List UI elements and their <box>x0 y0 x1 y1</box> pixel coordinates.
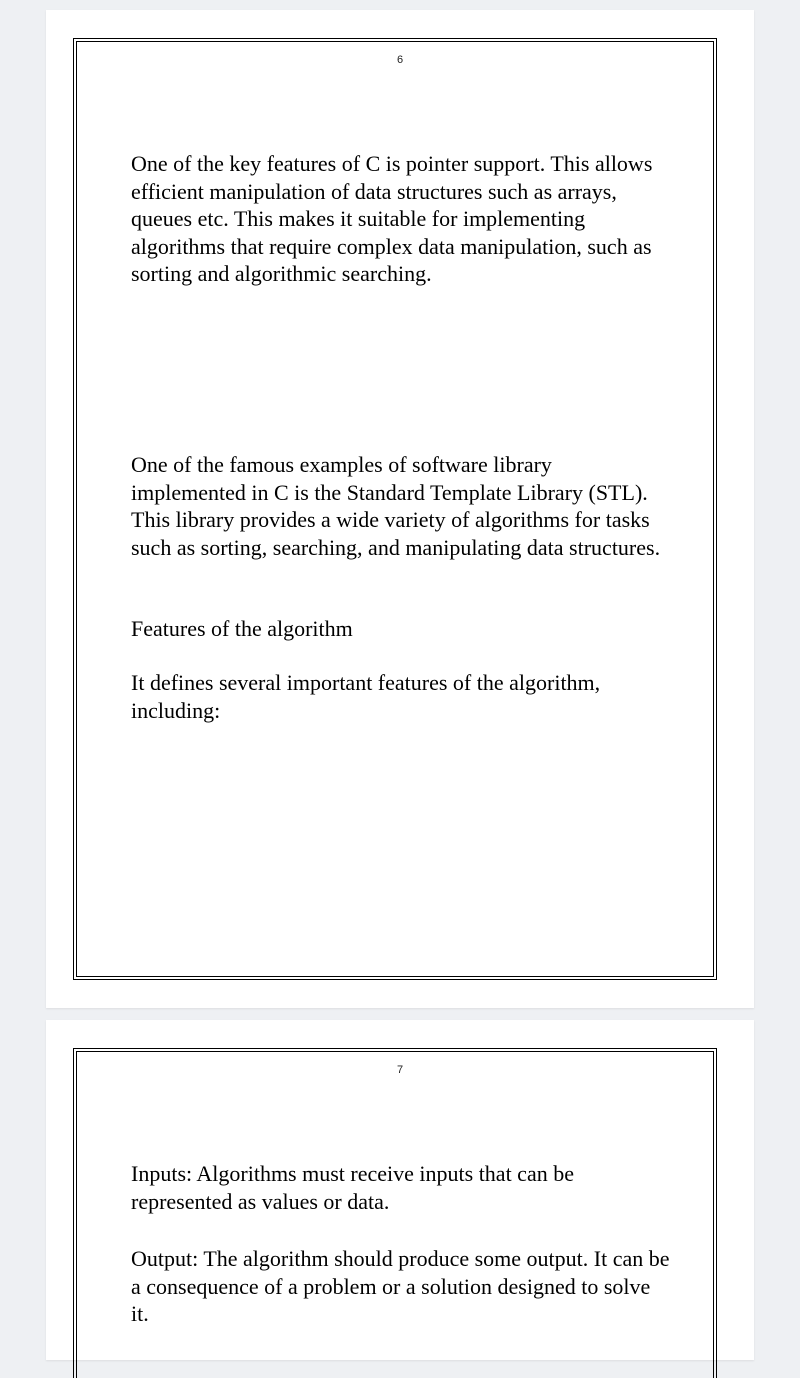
page-number: 6 <box>396 54 404 66</box>
document-page <box>46 1020 754 1360</box>
paragraph: One of the key features of C is pointer support. This allows efficient manipulation of data structures such as arrays, queues etc. This makes it suitable for implementing algorithms that require complex data manipulation, such as sorting and algorithmic searching. <box>131 151 653 286</box>
paragraph: One of the famous examples of software library implemented in C is the Standard Template Library (STL). This library provides a wide variety of algorithms for tasks such as sorting, searching, and manipulating data structures. <box>131 452 661 560</box>
paragraph: Output: The algorithm should produce some output. It can be a consequence of a problem or a solution designed to solve it. <box>131 1246 670 1326</box>
paragraph: Inputs: Algorithms must receive inputs that can be represented as values or data. <box>131 1161 574 1214</box>
page-number: 7 <box>396 1064 404 1076</box>
section-heading: Features of the algorithm <box>131 616 353 641</box>
document-page <box>46 10 754 1008</box>
paragraph: It defines several important features of the algorithm, including: <box>131 670 601 723</box>
